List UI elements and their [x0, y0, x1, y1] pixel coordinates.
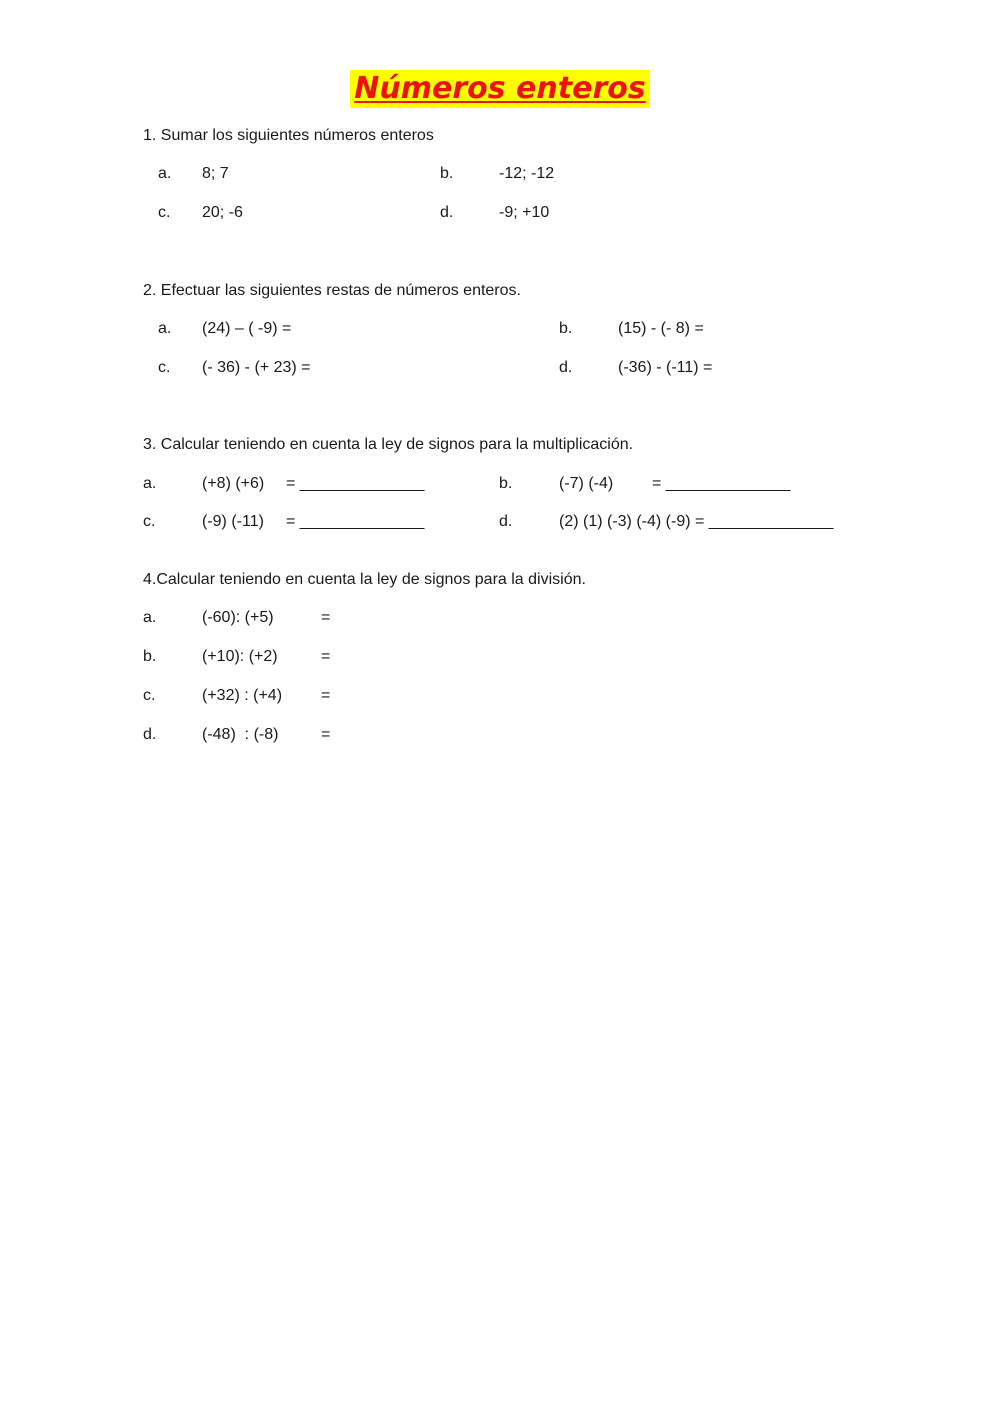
- s3-item-c-expr: (-9) (-11): [202, 513, 264, 530]
- s3-item-b-label: b.: [499, 475, 513, 492]
- s4-item-c-expr: (+32) : (+4): [202, 687, 283, 704]
- s2-item-d-label: d.: [559, 359, 573, 376]
- section-4-heading: 4.Calcular teniendo en cuenta la ley de signos para la división.: [143, 571, 586, 588]
- s4-item-a-eq: =: [321, 609, 331, 626]
- s1-item-b-label: b.: [440, 165, 454, 182]
- s4-item-b-eq: =: [321, 648, 331, 665]
- s2-item-b-label: b.: [559, 320, 573, 337]
- s3-item-d-expr: (2) (1) (-3) (-4) (-9) = ______________: [559, 513, 834, 530]
- s2-item-a-label: a.: [158, 320, 172, 337]
- s1-item-c-expr: 20; -6: [202, 204, 243, 221]
- page-title: Números enteros: [350, 70, 649, 108]
- s1-item-d-expr: -9; +10: [499, 204, 550, 221]
- section-1-heading: 1. Sumar los siguientes números enteros: [143, 127, 434, 144]
- s1-item-d-label: d.: [440, 204, 454, 221]
- s2-item-a-expr: (24) – ( -9) =: [202, 320, 292, 337]
- s4-item-c-label: c.: [143, 687, 156, 704]
- s3-item-c-answer: = ______________: [286, 513, 425, 530]
- s3-item-b-answer: = ______________: [652, 475, 791, 492]
- s4-item-b-expr: (+10): (+2): [202, 648, 278, 665]
- s3-item-a-label: a.: [143, 475, 157, 492]
- s4-item-a-expr: (-60): (+5): [202, 609, 274, 626]
- s1-item-a-expr: 8; 7: [202, 165, 229, 182]
- s1-item-c-label: c.: [158, 204, 171, 221]
- s3-item-a-answer: = ______________: [286, 475, 425, 492]
- s3-item-d-label: d.: [499, 513, 513, 530]
- s4-item-d-eq: =: [321, 726, 331, 743]
- section-3-heading: 3. Calcular teniendo en cuenta la ley de signos para la multiplicación.: [143, 436, 634, 453]
- section-2-heading: 2. Efectuar las siguientes restas de números enteros.: [143, 282, 521, 299]
- s3-item-c-label: c.: [143, 513, 156, 530]
- s3-item-b-expr: (-7) (-4): [559, 475, 614, 492]
- s1-item-a-label: a.: [158, 165, 172, 182]
- s1-item-b-expr: -12; -12: [499, 165, 555, 182]
- s4-item-d-expr: (-48) : (-8): [202, 726, 279, 743]
- s2-item-b-expr: (15) - (- 8) =: [618, 320, 704, 337]
- s2-item-d-expr: (-36) - (-11) =: [618, 359, 713, 376]
- s4-item-d-label: d.: [143, 726, 157, 743]
- s4-item-c-eq: =: [321, 687, 331, 704]
- s2-item-c-expr: (- 36) - (+ 23) =: [202, 359, 311, 376]
- title-container: [0, 70, 1000, 108]
- s3-item-a-expr: (+8) (+6): [202, 475, 265, 492]
- s4-item-b-label: b.: [143, 648, 157, 665]
- s2-item-c-label: c.: [158, 359, 171, 376]
- s4-item-a-label: a.: [143, 609, 157, 626]
